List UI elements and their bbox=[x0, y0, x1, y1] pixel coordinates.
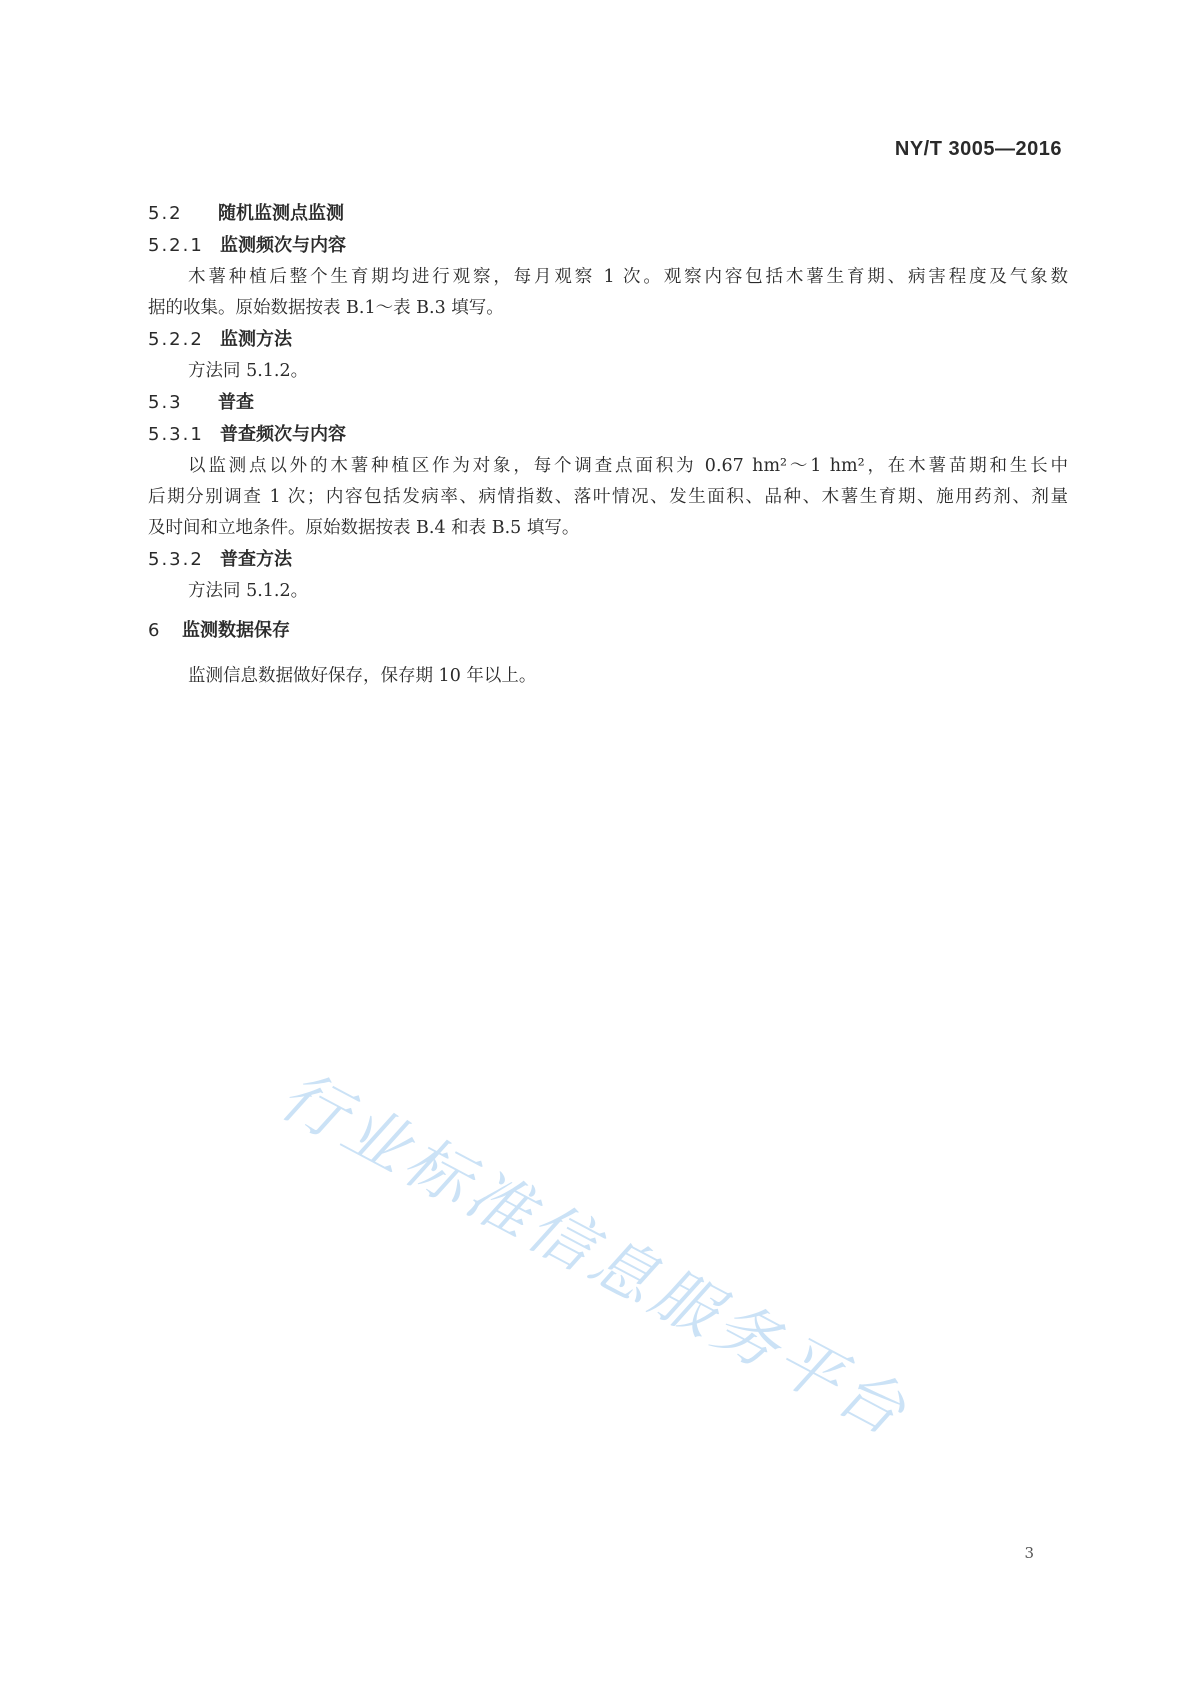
document-body bbox=[148, 198, 1068, 692]
section-6-heading bbox=[148, 615, 1068, 647]
section-5-2-2-paragraph: 方法同 5.1.2。 bbox=[188, 361, 309, 381]
section-title: 监测频次与内容 bbox=[220, 235, 346, 256]
paragraph-line: 及时间和立地条件。原始数据按表 B.4 和表 B.5 填写。 bbox=[148, 518, 580, 538]
section-5-2-1-heading bbox=[148, 230, 1068, 262]
paragraph-line: 后期分别调查 1 次；内容包括发病率、病情指数、落叶情况、发生面积、品种、木薯生育期、施用药剂、剂量 bbox=[148, 487, 1068, 507]
section-title: 监测方法 bbox=[220, 329, 292, 350]
section-number: 5.2 bbox=[148, 203, 183, 224]
section-number: 5.3.2 bbox=[148, 549, 204, 570]
standard-code: NY/T 3005—2016 bbox=[894, 138, 1062, 160]
section-5-3-2-heading bbox=[148, 544, 1068, 576]
section-5-3-2-paragraph: 方法同 5.1.2。 bbox=[188, 581, 309, 601]
section-title: 监测数据保存 bbox=[182, 620, 290, 641]
section-title: 普查频次与内容 bbox=[220, 424, 346, 445]
section-title: 普查方法 bbox=[220, 549, 292, 570]
watermark: 行业标准信息服务平台 bbox=[268, 1058, 922, 1453]
paragraph-line: 以监测点以外的木薯种植区作为对象，每个调查点面积为 0.67 hm²～1 hm²，在木薯苗期和生长中 bbox=[188, 456, 1068, 476]
section-title: 随机监测点监测 bbox=[218, 203, 344, 224]
section-6-paragraph: 监测信息数据做好保存，保存期 10 年以上。 bbox=[188, 666, 537, 686]
section-5-3-1-paragraph bbox=[148, 451, 1068, 544]
section-5-3-1-heading bbox=[148, 419, 1068, 451]
section-number: 5.2.1 bbox=[148, 235, 204, 256]
page-number: 3 bbox=[1024, 1544, 1034, 1562]
paragraph-line: 据的收集。原始数据按表 B.1～表 B.3 填写。 bbox=[148, 298, 504, 318]
section-title: 普查 bbox=[218, 392, 254, 413]
section-5-3-heading bbox=[148, 387, 1068, 419]
paragraph-line: 木薯种植后整个生育期均进行观察，每月观察 1 次。观察内容包括木薯生育期、病害程度及气象数 bbox=[188, 267, 1068, 287]
section-number: 5.3 bbox=[148, 392, 183, 413]
section-number: 5.3.1 bbox=[148, 424, 204, 445]
section-number: 5.2.2 bbox=[148, 329, 204, 350]
section-5-2-1-paragraph bbox=[148, 262, 1068, 324]
section-number: 6 bbox=[148, 620, 162, 641]
section-5-2-heading bbox=[148, 198, 1068, 230]
section-5-2-2-heading bbox=[148, 324, 1068, 356]
